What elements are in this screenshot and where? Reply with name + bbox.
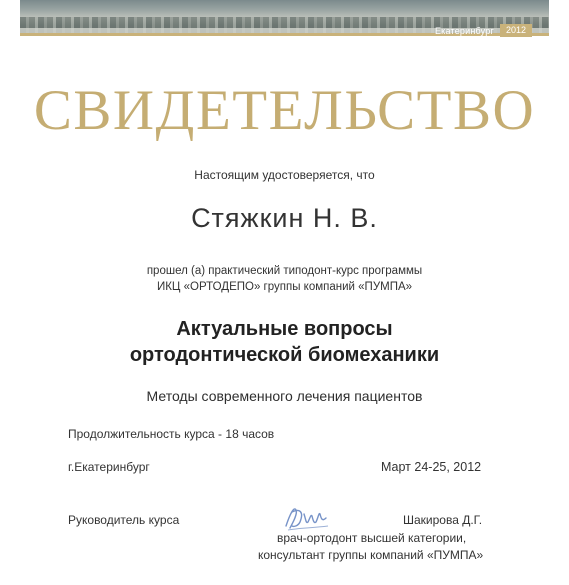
city-year-tag bbox=[414, 24, 532, 37]
course-duration: Продолжительность курса - 18 часов bbox=[68, 427, 275, 441]
course-subtitle: Методы современного лечения пациентов bbox=[146, 388, 423, 404]
completion-line-1: прошел (а) практический типодонт-курс программы bbox=[146, 265, 423, 277]
handwritten-signature bbox=[282, 500, 332, 534]
course-title-line-1: Актуальные вопросы bbox=[176, 318, 393, 340]
course-head-label: Руководитель курса bbox=[68, 513, 180, 527]
intro-text: Настоящим удостоверяется, что bbox=[194, 168, 375, 182]
recipient-name: Стяжкин Н. В. bbox=[191, 203, 378, 233]
signer-title-1: врач-ортодонт высшей категории, bbox=[277, 531, 467, 545]
signer-name: Шакирова Д.Г. bbox=[403, 513, 483, 527]
certificate-title: СВИДЕТЕЛЬСТВО bbox=[33, 79, 536, 142]
signer-title-2: консультант группы компаний «ПУМПА» bbox=[258, 548, 484, 562]
header-year: 2012 bbox=[500, 24, 532, 37]
issue-place: г.Екатеринбург bbox=[68, 460, 150, 474]
course-title-line-2: ортодонтической биомеханики bbox=[129, 344, 440, 366]
issue-date: Март 24-25, 2012 bbox=[381, 460, 482, 474]
completion-line-2: ИКЦ «ОРТОДЕПО» группы компаний «ПУМПА» bbox=[156, 281, 413, 293]
header-city: Екатеринбург bbox=[434, 25, 494, 36]
